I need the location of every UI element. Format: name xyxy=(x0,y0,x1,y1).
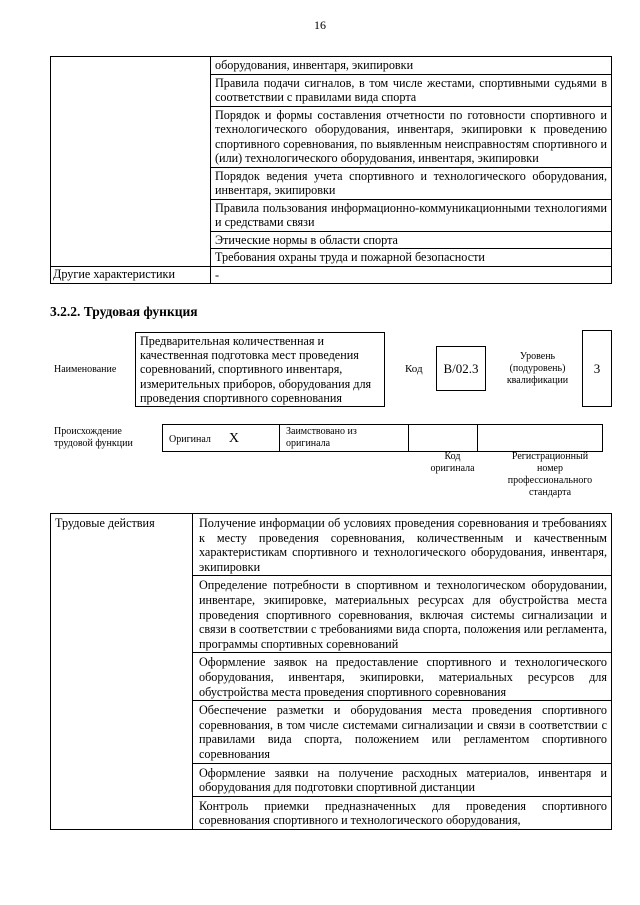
labor-actions-table xyxy=(50,513,612,830)
table-cell: Определение потребности в спортивном и технологическом оборудовании, инвентаре, экипировке, материальных ресурсах для обустройства места проведения спортивного соревнования, включая системы сигнализации и связи в соответствии с требованиями вида спорта, положения или регламента, программы спортивных соревнований xyxy=(193,576,612,653)
original-cell xyxy=(163,425,280,452)
labor-actions-label: Трудовые действия xyxy=(51,514,193,830)
reg-number-caption: Регистрационный номер профессионального стандарта xyxy=(507,451,593,498)
original-label: Оригинал xyxy=(169,434,211,445)
name-label: Наименование xyxy=(54,364,117,375)
code-box xyxy=(436,346,486,391)
table-row xyxy=(163,425,603,452)
other-characteristics-value: - xyxy=(211,266,612,284)
original-code-caption: Код оригинала xyxy=(430,451,475,474)
reg-number-cell xyxy=(478,425,603,452)
knowledge-table xyxy=(50,56,612,284)
table-cell: Этические нормы в области спорта xyxy=(211,231,612,249)
code-value: B/02.3 xyxy=(443,360,479,376)
table-row xyxy=(51,266,612,284)
code-label: Код xyxy=(405,363,423,375)
table-cell: Обеспечение разметки и оборудования места проведения спортивного соревнования, в том числе системами сигнализации и связи в соответствии с правилами вида спорта, положением или регламентом спортивного соревнования xyxy=(193,701,612,763)
origin-table xyxy=(162,424,603,452)
level-label: Уровень (подуровень) квалификации xyxy=(506,351,569,386)
table-cell: Получение информации об условиях проведения соревнования и требованиях к месту проведения соревнования, количественным и качественным характеристикам спортивного и технологического оборудования, инвентаря, экипировки xyxy=(193,514,612,576)
level-value: 3 xyxy=(593,360,601,376)
table-row xyxy=(51,57,612,75)
table-cell: Порядок и формы составления отчетности по готовности спортивного и технологического оборудования, инвентаря, экипировки к проведению спортивного соревнования, по выявленным неисправностям спортивного и (или) технологического оборудования, инвентаря, экипировки xyxy=(211,106,612,167)
table-cell: Контроль приемки предназначенных для проведения спортивного соревнования спортивного и технологического оборудования, xyxy=(193,796,612,829)
original-code-cell xyxy=(409,425,478,452)
function-name-box: Предварительная количественная и качественная подготовка мест проведения соревнований, спортивного инвентаря, измерительных приборов, оборудования для проведения спортивного соревнования xyxy=(135,332,385,407)
section-heading: 3.2.2. Трудовая функция xyxy=(50,304,198,319)
table-cell: Правила пользования информационно-коммуникационными технологиями и средствами связи xyxy=(211,199,612,231)
table-cell: Оформление заявок на предоставление спортивного и технологического оборудования, инвентаря, экипировки, материальных ресурсов для обустройства места проведения спортивного соревнования xyxy=(193,653,612,701)
original-mark: X xyxy=(228,431,240,446)
borrowed-cell: Заимствовано из оригинала xyxy=(280,425,409,452)
table-cell: Правила подачи сигналов, в том числе жестами, спортивными судьями в соответствии с правилами вида спорта xyxy=(211,74,612,106)
origin-label: Происхождение трудовой функции xyxy=(54,426,133,449)
table-cell: оборудования, инвентаря, экипировки xyxy=(211,57,612,75)
table-cell: Требования охраны труда и пожарной безопасности xyxy=(211,249,612,267)
page-number: 16 xyxy=(314,18,326,32)
table-cell: Оформление заявки на получение расходных материалов, инвентаря и оборудования для подготовки спортивной дистанции xyxy=(193,763,612,796)
level-box xyxy=(582,330,612,407)
table-cell-left xyxy=(51,57,211,267)
other-characteristics-label: Другие характеристики xyxy=(51,266,211,284)
table-cell: Порядок ведения учета спортивного и технологического оборудования, инвентаря, экипировки xyxy=(211,167,612,199)
table-row xyxy=(51,514,612,576)
